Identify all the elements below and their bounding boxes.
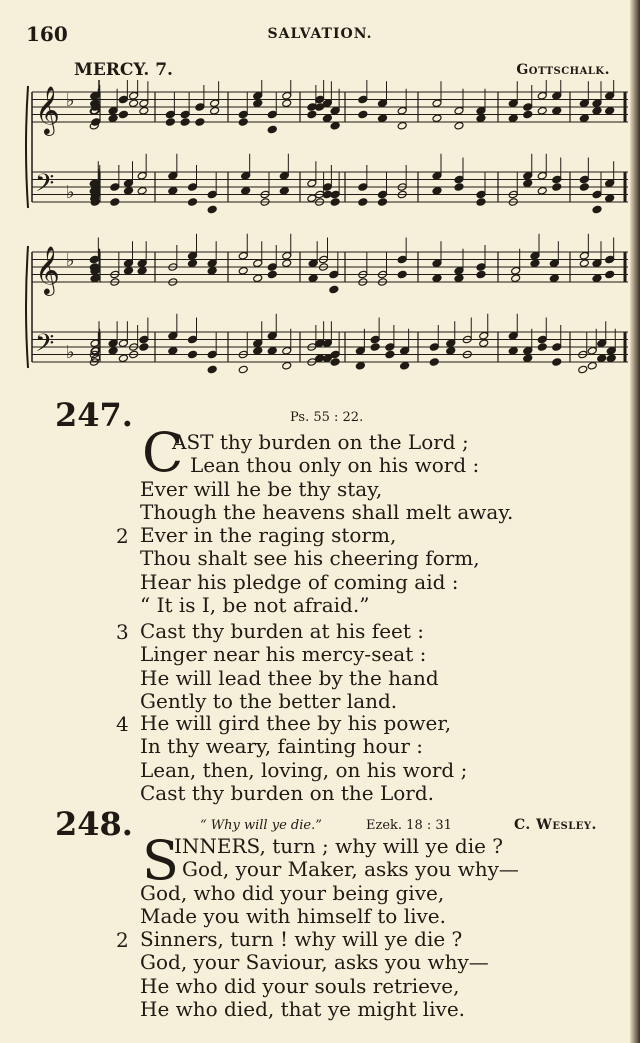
note-head <box>358 198 368 207</box>
verse-number: 4 <box>116 712 129 736</box>
page-number: 160 <box>26 22 68 46</box>
verse-line: God, your Saviour, asks you why— <box>140 950 489 975</box>
hymn-247-verse-2 <box>140 524 480 618</box>
note-head <box>188 251 198 260</box>
note-head <box>432 259 442 268</box>
note-head <box>523 103 533 112</box>
note-head <box>89 121 99 130</box>
note-head <box>307 179 317 188</box>
note-head <box>587 361 597 370</box>
note-head <box>207 190 217 199</box>
note-head <box>530 259 540 268</box>
note-head <box>592 106 602 115</box>
note-head <box>307 110 317 119</box>
note-head <box>476 190 486 199</box>
note-head <box>400 361 410 370</box>
note-head <box>308 274 318 283</box>
note-head <box>508 114 518 123</box>
note-head <box>358 95 368 104</box>
note-head <box>606 354 616 363</box>
note-head <box>108 339 118 348</box>
note-head <box>267 331 277 340</box>
note-head <box>188 198 198 207</box>
note-head <box>91 118 101 127</box>
verse-line: Ever will he be thy stay, <box>140 476 383 501</box>
note-head <box>188 183 198 192</box>
verse-number: 3 <box>116 620 129 644</box>
note-head <box>508 99 518 108</box>
verse-line: He will lead thee by the hand <box>140 665 439 690</box>
note-head <box>267 110 277 119</box>
note-head <box>523 354 533 363</box>
note-head <box>108 346 118 355</box>
note-head <box>267 270 277 279</box>
note-head <box>241 186 251 195</box>
note-head <box>549 259 559 268</box>
note-head <box>432 114 442 123</box>
bass-clef-icon: 𝄢 <box>35 169 55 204</box>
note-head <box>454 106 464 115</box>
note-head <box>330 190 340 199</box>
note-head <box>139 335 149 344</box>
verse-line: Cast thy burden on the Lord. <box>140 781 435 806</box>
note-head <box>370 335 380 344</box>
verse-line: He who died, that ye might live. <box>140 997 466 1022</box>
note-head <box>605 91 615 100</box>
title-quote: “ Why will ye die.” <box>200 818 322 833</box>
note-head <box>238 110 248 119</box>
note-head <box>446 346 456 355</box>
note-head <box>329 285 339 294</box>
verse-line: Lean thou only on his word : <box>190 453 480 478</box>
note-head <box>282 346 292 355</box>
verse-line: Ever in the raging storm, <box>140 523 397 547</box>
note-head <box>238 118 248 127</box>
note-head <box>118 95 128 104</box>
note-head <box>511 274 521 283</box>
note-head <box>110 198 120 207</box>
note-head <box>523 346 533 355</box>
note-head <box>511 266 521 275</box>
note-head <box>552 175 562 184</box>
note-head <box>188 335 198 344</box>
note-head <box>207 259 217 268</box>
note-head <box>210 99 220 108</box>
drop-cap-247: C <box>142 421 184 484</box>
note-head <box>358 110 368 119</box>
note-head <box>267 263 277 272</box>
drop-cap-248: S <box>142 829 179 892</box>
note-head <box>330 198 340 207</box>
note-head <box>118 110 128 119</box>
note-head <box>592 190 602 199</box>
note-head <box>207 365 217 374</box>
note-head <box>378 99 388 108</box>
note-head <box>282 91 292 100</box>
note-head <box>253 99 263 108</box>
note-head <box>578 365 588 374</box>
note-head <box>454 175 464 184</box>
note-head <box>118 354 128 363</box>
note-head <box>552 183 562 192</box>
note-head <box>207 205 217 214</box>
note-head <box>238 251 248 260</box>
note-head <box>188 350 198 359</box>
note-head <box>180 118 190 127</box>
note-head <box>454 274 464 283</box>
note-head <box>139 99 149 108</box>
note-head <box>108 114 118 123</box>
verse-number: 2 <box>116 928 129 952</box>
note-head <box>385 343 395 352</box>
note-head <box>355 346 365 355</box>
verse-line: God, who did your being give, <box>140 880 445 905</box>
system-brace <box>26 86 28 208</box>
scripture-reference-248: Ezek. 18 : 31 <box>366 818 452 833</box>
note-head <box>124 266 134 275</box>
note-head <box>330 121 340 130</box>
note-head <box>479 339 489 348</box>
verse-line: Lean, then, loving, on his word ; <box>140 757 468 782</box>
note-head <box>188 259 198 268</box>
note-head <box>308 259 318 268</box>
note-head <box>587 346 597 355</box>
hymn-248-author: C. Wesley. <box>514 817 597 833</box>
note-head <box>508 331 518 340</box>
note-head <box>137 266 147 275</box>
note-head <box>523 179 533 188</box>
note-head <box>279 186 289 195</box>
note-head <box>432 171 442 180</box>
tune-meter: 7. <box>155 60 173 80</box>
note-head <box>238 365 248 374</box>
verse-line: Linger near his mercy-seat : <box>140 642 427 667</box>
note-head <box>282 259 292 268</box>
tune-heading <box>74 60 173 80</box>
note-head <box>253 346 263 355</box>
note-head <box>253 274 263 283</box>
note-head <box>597 354 607 363</box>
note-head <box>552 343 562 352</box>
tune-name: MERCY. <box>74 60 150 80</box>
note-head <box>537 171 547 180</box>
key-signature-flat-icon: ♭ <box>66 342 75 363</box>
note-head <box>378 198 388 207</box>
note-head <box>207 350 217 359</box>
note-head <box>279 171 289 180</box>
hymn-248-verse-2 <box>140 928 489 1022</box>
note-head <box>329 270 339 279</box>
verse-line: He will gird thee by his power, <box>140 711 452 735</box>
note-head <box>537 186 547 195</box>
note-head <box>90 274 100 283</box>
note-head <box>282 361 292 370</box>
note-head <box>579 183 589 192</box>
verse-line: He who did your souls retrieve, <box>140 973 460 998</box>
note-head <box>400 346 410 355</box>
note-head <box>552 358 562 367</box>
note-head <box>139 106 149 115</box>
note-head <box>168 186 178 195</box>
note-head <box>605 179 615 188</box>
note-head <box>446 339 456 348</box>
note-head <box>537 335 547 344</box>
verse-line: Gently to the better land. <box>140 689 398 714</box>
note-head <box>537 106 547 115</box>
note-head <box>139 343 149 352</box>
note-head <box>330 350 340 359</box>
verse-line: Sinners, turn ! why will ye die ? <box>140 927 463 951</box>
note-head <box>537 343 547 352</box>
key-signature-flat-icon: ♭ <box>66 250 75 271</box>
note-head <box>267 125 277 134</box>
note-head <box>118 339 128 348</box>
note-head <box>282 99 292 108</box>
note-head <box>530 251 540 260</box>
note-head <box>253 259 263 268</box>
note-head <box>592 99 602 108</box>
note-head <box>282 251 292 260</box>
note-head <box>89 255 99 264</box>
note-head <box>124 259 134 268</box>
note-head <box>253 339 263 348</box>
note-head <box>137 171 147 180</box>
verse-line: Though the heavens shall melt away. <box>140 500 514 525</box>
note-head <box>165 118 175 127</box>
note-head <box>579 114 589 123</box>
treble-clef-icon: 𝄞 <box>35 85 60 134</box>
hymn-247-verse-4 <box>140 712 467 806</box>
note-head <box>454 266 464 275</box>
note-head <box>605 270 615 279</box>
note-head <box>108 106 118 115</box>
note-head <box>137 186 147 195</box>
note-head <box>385 350 395 359</box>
note-head <box>432 186 442 195</box>
note-head <box>592 205 602 214</box>
verse-line: Cast thy burden at his feet : <box>140 619 425 643</box>
note-head <box>432 99 442 108</box>
verse-line: In thy weary, fainting hour : <box>140 734 424 759</box>
hymn-248-title-quote <box>200 818 322 833</box>
verse-line: Made you with himself to live. <box>140 904 446 929</box>
note-head <box>454 121 464 130</box>
note-head <box>124 179 134 188</box>
note-head <box>429 358 439 367</box>
note-head <box>476 114 486 123</box>
note-head <box>267 346 277 355</box>
note-head <box>397 270 407 279</box>
note-head <box>129 99 139 108</box>
note-head <box>508 346 518 355</box>
note-head <box>137 259 147 268</box>
note-head <box>378 114 388 123</box>
verse-line: God, your Maker, asks you why— <box>182 857 519 882</box>
note-head <box>355 361 365 370</box>
key-signature-flat-icon: ♭ <box>66 182 75 203</box>
note-head <box>476 198 486 207</box>
note-head <box>397 255 407 264</box>
note-head <box>606 346 616 355</box>
note-head <box>322 114 332 123</box>
note-head <box>397 121 407 130</box>
note-head <box>370 343 380 352</box>
hymn-number-247: 247. <box>55 396 133 434</box>
hymn-248-verse-1 <box>140 829 519 929</box>
note-head <box>253 91 263 100</box>
note-head <box>168 346 178 355</box>
tune-composer: Gottschalk. <box>516 62 610 78</box>
note-head <box>378 190 388 199</box>
note-head <box>476 263 486 272</box>
note-head <box>195 103 205 112</box>
note-head <box>358 183 368 192</box>
note-head <box>605 106 615 115</box>
note-head <box>124 186 134 195</box>
note-head <box>195 118 205 127</box>
note-head <box>241 171 251 180</box>
scripture-reference-247: Ps. 55 : 22. <box>290 410 364 425</box>
note-head <box>429 343 439 352</box>
note-head <box>330 106 340 115</box>
note-head <box>552 106 562 115</box>
verse-number: 2 <box>116 524 129 548</box>
note-head <box>579 251 589 260</box>
note-head <box>523 171 533 180</box>
note-head <box>180 110 190 119</box>
note-head <box>592 274 602 283</box>
verse-line: Thou shalt see his cheering form, <box>140 546 480 571</box>
note-head <box>579 99 589 108</box>
note-head <box>605 194 615 203</box>
note-head <box>597 339 607 348</box>
music-score <box>0 80 640 390</box>
note-head <box>432 274 442 283</box>
verse-line: Hear his pledge of coming aid : <box>140 569 459 594</box>
note-head <box>549 274 559 283</box>
note-head <box>476 106 486 115</box>
note-head <box>552 91 562 100</box>
note-head <box>592 259 602 268</box>
key-signature-flat-icon: ♭ <box>66 90 75 111</box>
note-head <box>210 106 220 115</box>
hymn-247-verse-1 <box>140 431 513 525</box>
running-title: SALVATION. <box>267 26 373 42</box>
note-head <box>537 91 547 100</box>
note-head <box>523 110 533 119</box>
bass-clef-icon: 𝄢 <box>35 329 55 364</box>
note-head <box>129 91 139 100</box>
hymn-number-248: 248. <box>55 805 133 843</box>
note-head <box>454 183 464 192</box>
note-head <box>605 255 615 264</box>
hymn-247-verse-3 <box>140 620 439 714</box>
note-head <box>579 175 589 184</box>
note-head <box>476 270 486 279</box>
verse-line: AST thy burden on the Lord ; <box>172 430 469 454</box>
note-head <box>397 106 407 115</box>
note-head <box>207 266 217 275</box>
note-head <box>479 331 489 340</box>
note-head <box>110 183 120 192</box>
verse-line: INNERS, turn ; why will ye die ? <box>174 834 504 858</box>
note-head <box>238 266 248 275</box>
note-head <box>168 331 178 340</box>
note-head <box>168 171 178 180</box>
note-head <box>579 259 589 268</box>
treble-clef-icon: 𝄞 <box>35 245 60 294</box>
system-brace <box>26 246 28 368</box>
verse-line: “ It is I, be not afraid.” <box>140 593 370 618</box>
note-head <box>165 110 175 119</box>
